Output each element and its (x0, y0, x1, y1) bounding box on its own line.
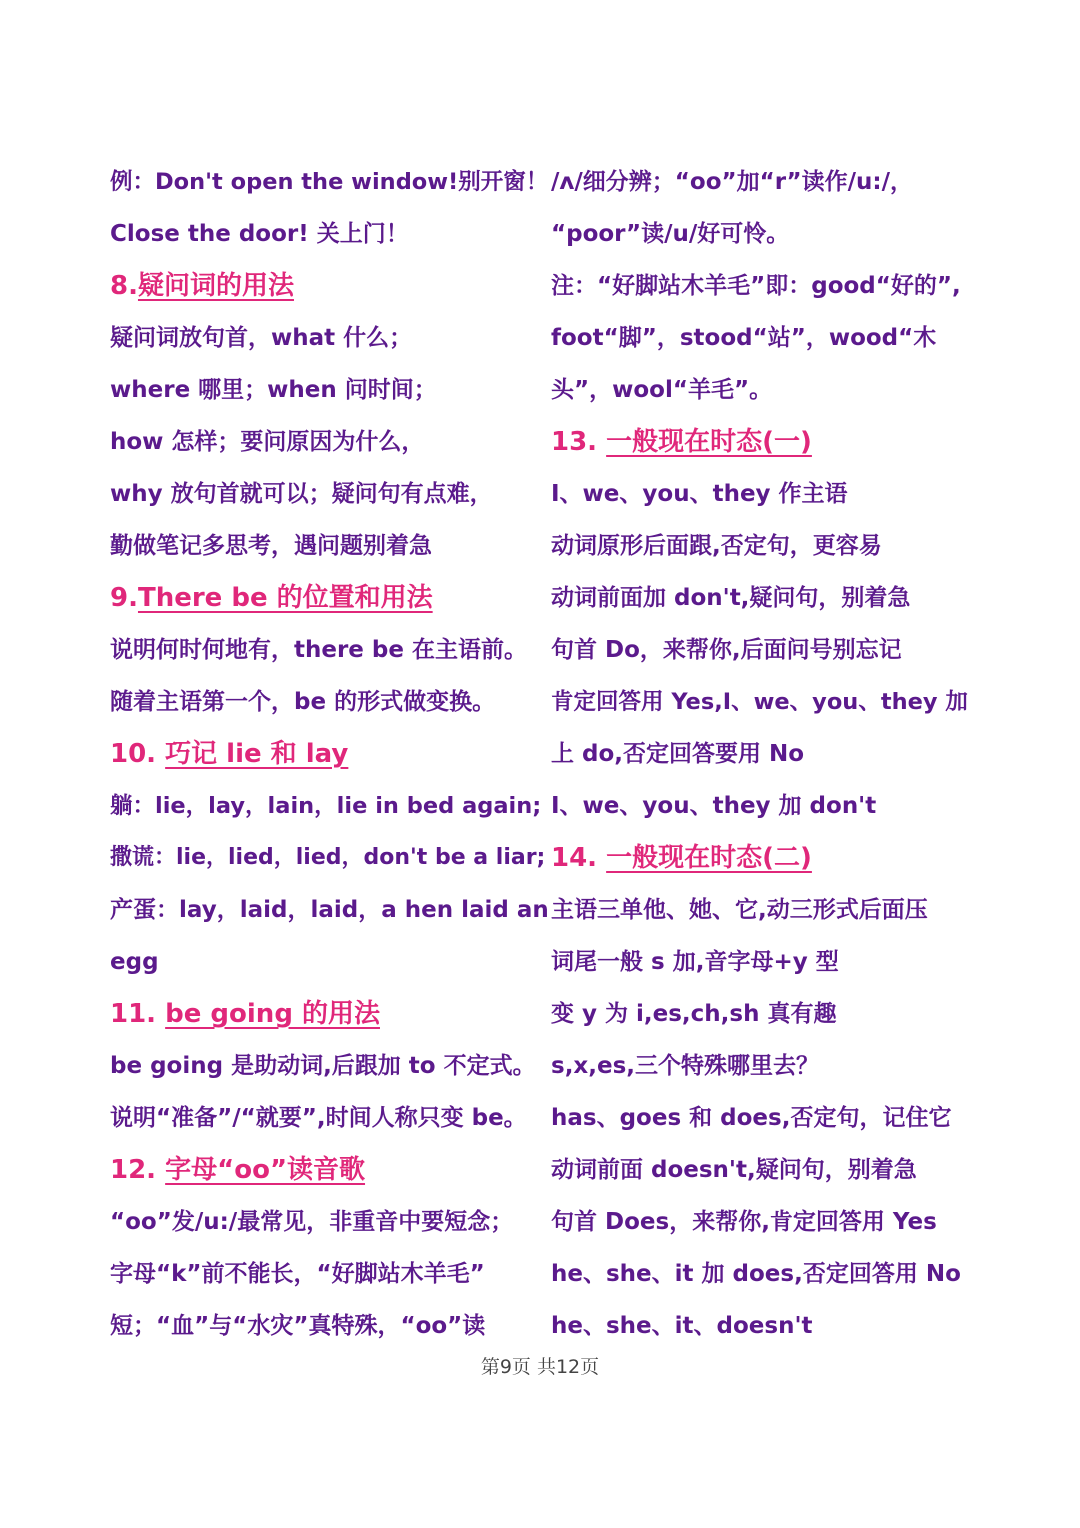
section-heading (110, 728, 550, 780)
section-title: 一般现在时态(一) (606, 427, 812, 457)
text-line: 头”，wool“羊毛”。 (551, 377, 773, 403)
text-line: 随着主语第一个，be 的形式做变换。 (110, 689, 496, 715)
section-title: be going 的用法 (165, 999, 380, 1029)
text-line: “oo”发/u:/最常见，非重音中要短念； (110, 1209, 514, 1235)
text-line: 短；“血”与“水灾”真特殊，“oo”读 (110, 1313, 486, 1339)
text-line: 变 y 为 i,es,ch,sh 真有趣 (551, 1001, 837, 1027)
section-heading (110, 260, 550, 312)
text-line: 字母“k”前不能长，“好脚站木羊毛” (110, 1261, 485, 1287)
text-line: 上 do,否定回答要用 No (551, 741, 805, 767)
text-line: 勤做笔记多思考，遇问题别着急 (110, 533, 432, 559)
text-line: I、we、you、they 作主语 (551, 481, 848, 507)
section-heading (110, 572, 550, 624)
text-line: be going 是助动词,后跟加 to 不定式。 (110, 1053, 536, 1079)
section-number: 14. (551, 843, 607, 873)
section-number: 10. (110, 739, 166, 769)
text-line: 动词前面 doesn't,疑问句，别着急 (551, 1157, 917, 1183)
section-heading (551, 416, 976, 468)
text-line: 动词原形后面跟,否定句，更容易 (551, 533, 882, 559)
text-line: foot“脚”，stood“站”，wood“木 (551, 325, 937, 351)
text-line: 例：Don't open the window!别开窗！ (110, 169, 549, 195)
text-line: 注：“好脚站木羊毛”即：good“好的”, (551, 273, 961, 299)
section-number: 9. (110, 583, 138, 613)
text-line: 句首 Does，来帮你,肯定回答用 Yes (551, 1209, 937, 1235)
text-line: 主语三单他、她、它,动三形式后面压 (551, 897, 928, 923)
section-title: There be 的位置和用法 (137, 583, 433, 613)
text-line: 撒谎：lie，lied，lied，don't be a liar; (110, 845, 546, 870)
text-line: /ʌ/细分辨；“oo”加“r”读作/u:/， (551, 169, 914, 195)
text-line: 动词前面加 don't,疑问句，别着急 (551, 585, 911, 611)
text-line: 句首 Do，来帮你,后面问号别忘记 (551, 637, 902, 663)
text-line: “poor”读/u/好可怜。 (551, 221, 790, 247)
text-line: s,x,es,三个特殊哪里去？ (551, 1053, 820, 1079)
section-title: 巧记 lie 和 lay (165, 739, 349, 769)
text-line: how 怎样；要问原因为什么， (110, 429, 425, 455)
section-number: 11. (110, 999, 166, 1029)
text-line: where 哪里；when 问时间； (110, 377, 437, 403)
text-line: Close the door! 关上门！ (110, 221, 409, 247)
section-number: 12. (110, 1155, 166, 1185)
text-line: why 放句首就可以；疑问句有点难， (110, 481, 493, 507)
section-number: 8. (110, 271, 138, 301)
text-line: 说明“准备”/“就要”,时间人称只变 be。 (110, 1105, 527, 1131)
section-number: 13. (551, 427, 607, 457)
section-title: 一般现在时态(二) (606, 843, 812, 873)
text-line: 肯定回答用 Yes,I、we、you、they 加 (551, 689, 968, 715)
text-line: 产蛋：lay，laid，laid，a hen laid an (110, 897, 549, 923)
section-title: 字母“oo”读音歌 (165, 1155, 366, 1185)
section-title: 疑问词的用法 (137, 271, 294, 301)
section-heading (110, 988, 550, 1040)
text-line: I、we、you、they 加 don't (551, 793, 877, 819)
text-line: he、she、it、doesn't (551, 1313, 813, 1339)
left-column (110, 156, 550, 1352)
text-line: 说明何时何地有，there be 在主语前。 (110, 637, 527, 663)
text-line: he、she、it 加 does,否定回答用 No (551, 1261, 961, 1287)
page-footer: 第9页 共12页 (480, 1356, 600, 1378)
text-line: has、goes 和 does,否定句，记住它 (551, 1105, 952, 1131)
section-heading (551, 832, 976, 884)
text-line: 词尾一般 s 加,音字母+y 型 (551, 949, 839, 975)
section-heading (110, 1144, 550, 1196)
text-line: 躺：lie，lay，lain，lie in bed again; (110, 793, 542, 819)
text-line: 疑问词放句首，what 什么； (110, 325, 413, 351)
text-line: egg (110, 949, 159, 975)
right-column (551, 156, 976, 1352)
